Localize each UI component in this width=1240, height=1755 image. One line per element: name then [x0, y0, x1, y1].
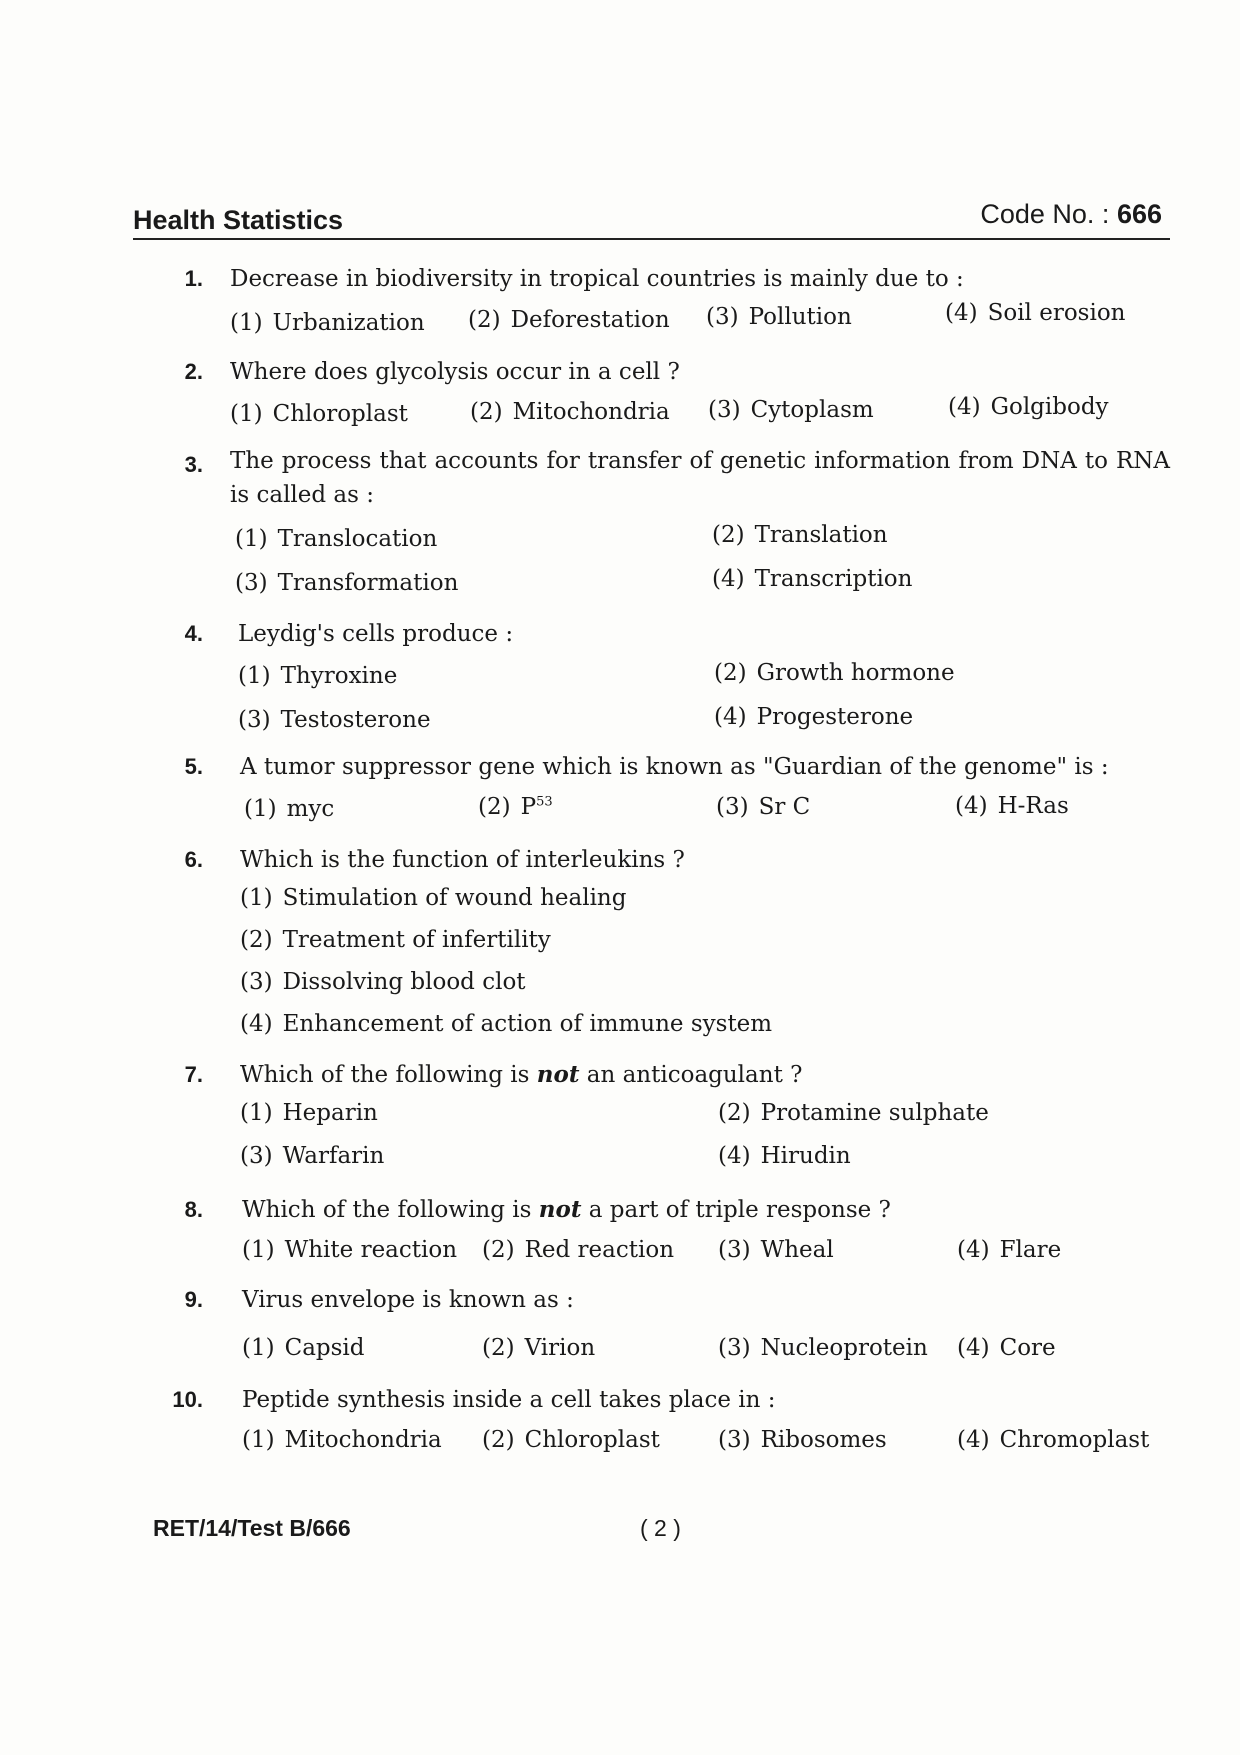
- question-text: Which is the function of interleukins ?: [240, 847, 685, 873]
- option-3: (3) Nucleoprotein: [718, 1335, 928, 1361]
- question-text: Decrease in biodiversity in tropical countries is mainly due to :: [230, 266, 964, 292]
- option-1: (1) Stimulation of wound healing: [240, 885, 627, 911]
- option-3: (3) Sr C: [716, 794, 811, 820]
- option-1: (1) Capsid: [242, 1335, 365, 1361]
- code-label: Code No. :: [980, 199, 1117, 229]
- option-4: (4) Transcription: [712, 566, 913, 592]
- question-number: 7.: [184, 1062, 203, 1087]
- option-4: (4) Hirudin: [718, 1143, 851, 1169]
- option-4: (4) Progesterone: [714, 704, 914, 730]
- option-1: (1) myc: [244, 796, 335, 822]
- option-3: (3) Dissolving blood clot: [240, 969, 526, 995]
- option-3: (3) Testosterone: [238, 707, 431, 733]
- option-3: (3) Warfarin: [240, 1143, 385, 1169]
- option-3: (3) Pollution: [706, 304, 852, 330]
- question-text: Which of the following is not an anticoagulant ?: [240, 1061, 803, 1088]
- option-1: (1) Chloroplast: [230, 401, 408, 427]
- option-4: (4) Chromoplast: [957, 1427, 1150, 1453]
- page-number: ( 2 ): [640, 1515, 681, 1541]
- option-2: (2) $P^{53}$: [478, 794, 553, 820]
- code-value: 666: [1116, 199, 1162, 229]
- question-text: Leydig's cells produce :: [238, 621, 514, 647]
- question-text: Peptide synthesis inside a cell takes place in :: [242, 1387, 776, 1413]
- question-number: 3.: [184, 452, 203, 477]
- option-4: (4) Enhancement of action of immune system: [240, 1011, 773, 1037]
- question-number: 2.: [184, 359, 203, 384]
- option-1: (1) Thyroxine: [238, 663, 398, 689]
- option-2: (2) Virion: [482, 1335, 596, 1361]
- question-number: 4.: [184, 621, 203, 646]
- option-2: (2) Chloroplast: [482, 1427, 660, 1453]
- option-2: (2) Treatment of infertility: [240, 927, 551, 953]
- code-number: [980, 199, 1162, 230]
- option-1: (1) Urbanization: [230, 310, 425, 336]
- question-number: 6.: [184, 847, 203, 872]
- option-1: (1) Translocation: [235, 526, 438, 552]
- option-3: (3) Cytoplasm: [708, 397, 874, 423]
- option-2: (2) Translation: [712, 522, 888, 548]
- question-number: 5.: [184, 754, 203, 779]
- question-number: 1.: [184, 266, 203, 291]
- option-3: (3) Ribosomes: [718, 1427, 887, 1453]
- option-4: (4) H-Ras: [955, 793, 1069, 819]
- option-1: (1) Mitochondria: [242, 1427, 442, 1453]
- option-4: (4) Golgibody: [948, 394, 1109, 420]
- option-3: (3) Wheal: [718, 1237, 834, 1263]
- question-text: Virus envelope is known as :: [242, 1287, 574, 1313]
- option-2: (2) Protamine sulphate: [718, 1100, 989, 1126]
- page-header: [133, 190, 1170, 240]
- option-4: (4) Core: [957, 1335, 1056, 1361]
- paper-code: RET/14/Test B/666: [153, 1515, 351, 1541]
- option-1: (1) White reaction: [242, 1237, 458, 1263]
- question-text: Which of the following is not a part of triple response ?: [242, 1196, 891, 1223]
- option-2: (2) Deforestation: [468, 307, 670, 333]
- option-2: (2) Growth hormone: [714, 660, 955, 686]
- question-number: 8.: [184, 1197, 203, 1222]
- question-number: 9.: [184, 1287, 203, 1312]
- question-text: The process that accounts for transfer of genetic information from DNA to RNA is called as :: [230, 448, 1170, 508]
- option-1: (1) Heparin: [240, 1100, 378, 1126]
- option-4: (4) Flare: [957, 1237, 1062, 1263]
- question-text: Where does glycolysis occur in a cell ?: [230, 359, 680, 385]
- question-number: 10.: [172, 1387, 203, 1412]
- option-2: (2) Mitochondria: [470, 399, 670, 425]
- option-2: (2) Red reaction: [482, 1237, 675, 1263]
- option-4: (4) Soil erosion: [945, 300, 1126, 326]
- option-3: (3) Transformation: [235, 570, 459, 596]
- question-text: A tumor suppressor gene which is known as "Guardian of the genome" is :: [240, 754, 1109, 780]
- subject-title: Health Statistics: [133, 205, 344, 235]
